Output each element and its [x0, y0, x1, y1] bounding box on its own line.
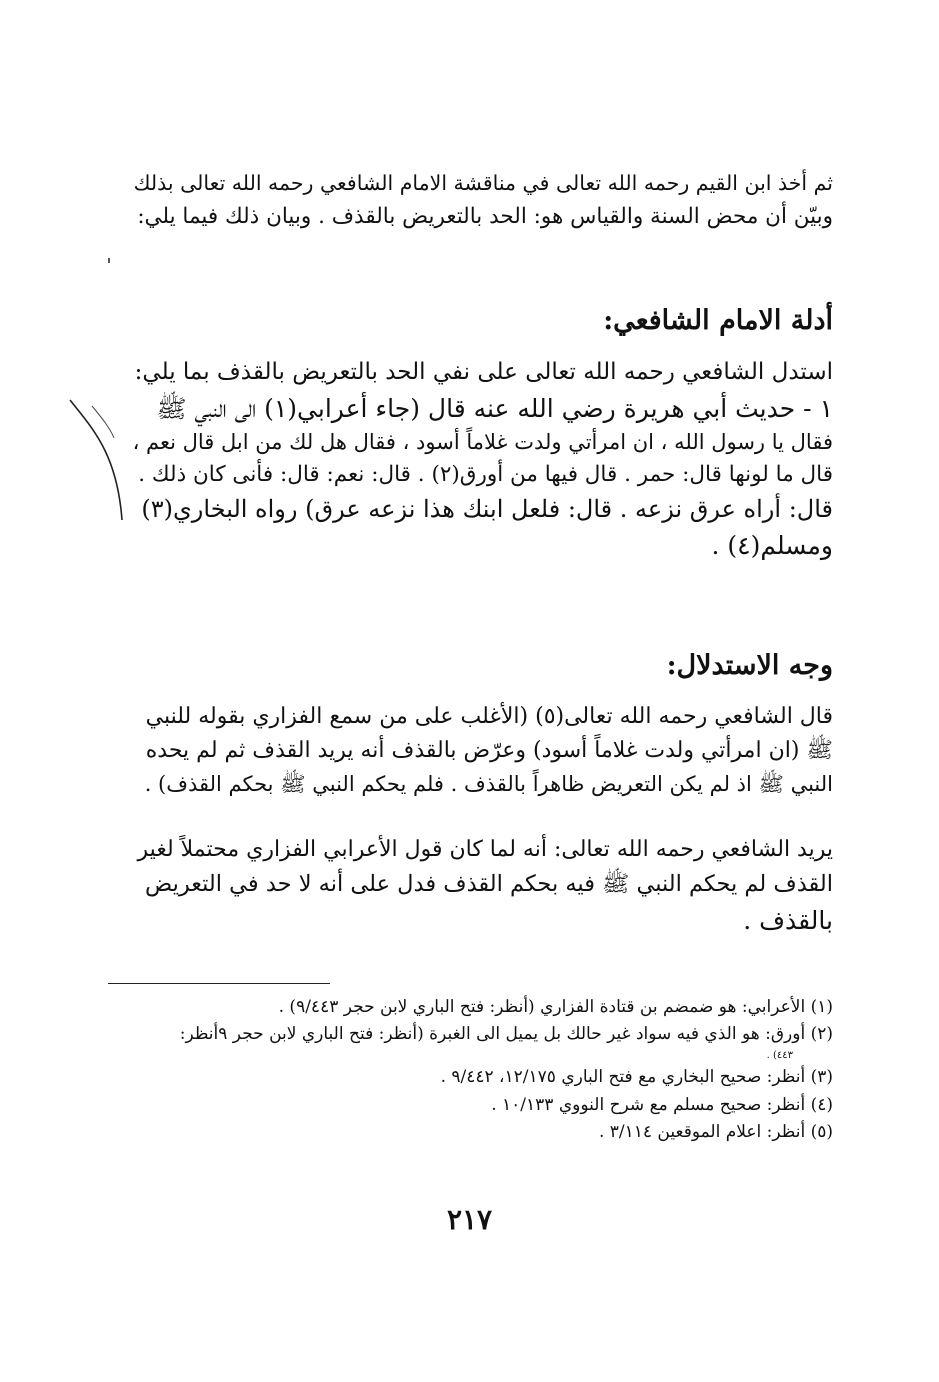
text-line: ١ - حديث أبي هريرة رضي الله عنه قال (جاء أعرابي(١) الى النبي ﷺ [156, 393, 833, 423]
margin-bracket-mark [62, 398, 132, 523]
footnote: ٤٤٣) . [766, 1050, 793, 1062]
text-line: قال ما لونها قال: حمر . قال فيها من أورق(٢) . قال: نعم: قال: فأنى كان ذلك . [138, 461, 833, 487]
scan-speck [108, 258, 110, 263]
text-line: فقال يا رسول الله ، ان امرأتي ولدت غلاماً أسود ، فقال هل لك من ابل قال نعم ، [132, 430, 833, 454]
reasoning-paragraph [133, 700, 833, 801]
section-heading: أدلة الامام الشافعي: [603, 305, 833, 336]
text-line: بالقذف . [743, 905, 833, 935]
text-line: القذف لم يحكم النبي ﷺ فيه بحكم القذف فدل على أنه لا حد في التعريض [145, 871, 833, 898]
text-line: يريد الشافعي رحمه الله تعالى: أنه لما كان قول الأعرابي الفزاري محتملاً لغير [137, 837, 833, 862]
text-line: ومسلم(٤) . [711, 530, 833, 560]
text-line: ثم أخذ ابن القيم رحمه الله تعالى في مناقشة الامام الشافعي رحمه الله تعالى بذلك [133, 171, 833, 195]
evidence-paragraph [133, 355, 833, 564]
text-line: النبي ﷺ اذ لم يكن التعريض ظاهراً بالقذف . فلم يحكم النبي ﷺ بحكم القذف) . [144, 772, 833, 797]
text-line: استدل الشافعي رحمه الله تعالى على نفي الحد بالتعريض بالقذف بما يلي: [134, 359, 833, 385]
explanation-paragraph [133, 833, 833, 941]
footnotes [133, 994, 833, 1146]
footnote: (٢) أورق: هو الذي فيه سواد غير حالك بل يميل الى الغبرة (أنظر: فتح الباري لابن حجر ٩أنظر: [179, 1024, 833, 1045]
footnote-separator [108, 983, 330, 984]
section-heading: وجه الاستدلال: [666, 650, 833, 681]
page-number: ٢١٧ [446, 1203, 493, 1236]
text-line: قال: أراه عرق نزعه . قال: فلعل ابنك هذا نزعه عرق) رواه البخاري(٣) [141, 494, 833, 523]
footnote: (٤) أنظر: صحيح مسلم مع شرح النووي ١٠/١٣٣ . [491, 1094, 833, 1115]
text-line: قال الشافعي رحمه الله تعالى(٥) (الأغلب على من سمع الفزاري بقوله للنبي [145, 704, 833, 729]
footnote: (٣) أنظر: صحيح البخاري مع فتح الباري ١٢/١٧٥، ٩/٤٤٢ . [440, 1067, 833, 1088]
text-line: وبيّن أن محض السنة والقياس هو: الحد بالتعريض بالقذف . وبيان ذلك فيما يلي: [137, 203, 833, 229]
footnote: (٥) أنظر: اعلام الموقعين ٣/١١٤ . [598, 1121, 833, 1142]
footnote: (١) الأعرابي: هو ضمضم بن قتادة الفزاري (أنظر: فتح الباري لابن حجر ٩/٤٤٣) . [278, 997, 833, 1017]
text-line: ﷺ (ان امرأتي ولدت غلاماً أسود) وعرّض بالقذف أنه يريد القذف ثم لم يحده [145, 738, 833, 764]
intro-paragraph [133, 168, 833, 233]
